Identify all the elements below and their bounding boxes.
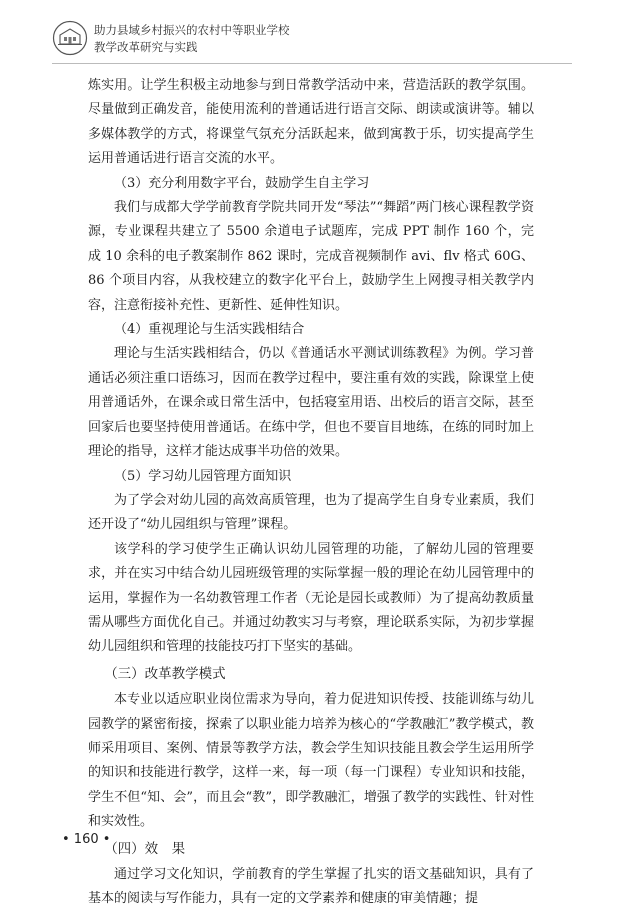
paragraph: 理论与生活实践相结合，仍以《普通话水平测试训练教程》为例。学习普通话必须注重口语练习，因而在教学过程中，要注重有效的实践，除课堂上使用普通话外，在课余或日常生活中，包括寝室用语、出校后的语言交际，甚至回家后也要坚持使用普通话。在练中学，但也不要盲目地练，在练的同时加上理论的指导，这样才能达成事半功倍的效果。 bbox=[88, 346, 534, 460]
header-title-line2: 教学改革研究与实践 bbox=[94, 40, 198, 54]
header-rule bbox=[52, 63, 572, 64]
section-heading: （四）效 果 bbox=[104, 840, 186, 857]
paragraph: 为了学会对幼儿园的高效高质管理，也为了提高学生自身专业素质，我们还开设了“幼儿园组织与管理”课程。 bbox=[88, 492, 534, 533]
paragraph: 我们与成都大学学前教育学院共同开发“琴法”“舞蹈”两门核心课程教学资源，专业课程共建立了 5500 余道电子试题库，完成 PPT 制作 160 个，完成 10 余科的电子教案制作 862 课时，完成音视频制作 avi、flv 格式 60G、86 个项目内容，从我校建立的数字化平台上，鼓励学生上网搜寻相关教学内容，注意衔接补充性、更新性、延伸性知识。 bbox=[88, 200, 534, 313]
subheading: （4）重视理论与生活实践相结合 bbox=[114, 322, 305, 338]
subheading: （3）充分利用数字平台，鼓励学生自主学习 bbox=[114, 175, 370, 191]
school-building-icon bbox=[52, 20, 88, 56]
running-header bbox=[52, 16, 572, 64]
subheading: （5）学习幼儿园管理方面知识 bbox=[114, 468, 292, 484]
page-number: • 160 • bbox=[62, 832, 111, 847]
paragraph: 炼实用。让学生积极主动地参与到日常教学活动中来，营造活跃的教学氛围。尽量做到正确发音，能使用流利的普通话进行语言交际、朗读或演讲等。辅以多媒体教学的方式，将课堂气氛充分活跃起来，做到寓教于乐，切实提高学生运用普通话进行语言交流的水平。 bbox=[88, 78, 534, 167]
section-heading: （三）改革教学模式 bbox=[104, 665, 226, 682]
header-title-line1: 助力县域乡村振兴的农村中等职业学校 bbox=[94, 23, 290, 37]
paragraph: 本专业以适应职业岗位需求为导向，着力促进知识传授、技能训练与幼儿园教学的紧密衔接，探索了以职业能力培养为核心的“学教融汇”教学模式，教师采用项目、案例、情景等教学方法，教会学生知识技能且教会学生运用所学的知识和技能进行教学，这样一来，每一项（每一门课程）专业知识和技能，学生不但“知、会”，而且会“教”，即学教融汇，增强了教学的实践性、针对性和实效性。 bbox=[88, 692, 534, 830]
page-body bbox=[88, 74, 534, 912]
paragraph: 通过学习文化知识，学前教育的学生掌握了扎实的语文基础知识，具有了基本的阅读与写作能力，具有一定的文学素养和健康的审美情趣；提 bbox=[88, 867, 534, 907]
header-title bbox=[94, 22, 290, 56]
paragraph: 该学科的学习使学生正确认识幼儿园管理的功能，了解幼儿园的管理要求，并在实习中结合幼儿园班级管理的实际掌握一般的理论在幼儿园管理中的运用，掌握作为一名幼教管理工作者（无论是园长或教师）为了提高幼教质量需从哪些方面优化自己。并通过幼教实习与考察，理论联系实际，为初步掌握幼儿园组织和管理的技能技巧打下坚实的基础。 bbox=[88, 541, 534, 655]
